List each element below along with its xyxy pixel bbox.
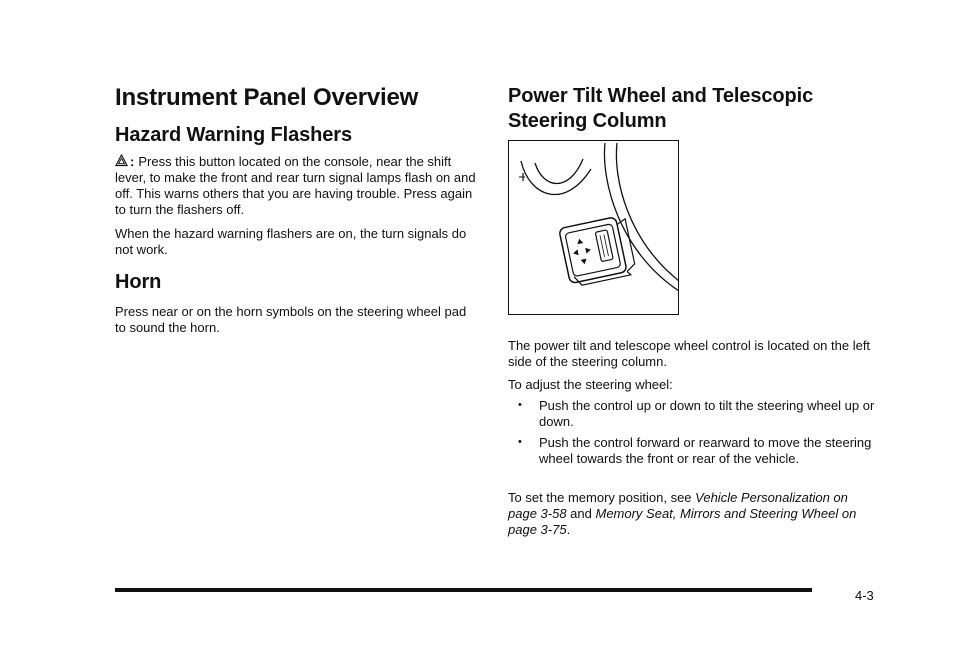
memory-and: and: [566, 506, 596, 521]
list-item: [508, 435, 878, 467]
hazard-triangle-icon: [115, 154, 128, 167]
memory-text: To set the memory position, see: [508, 490, 696, 505]
bullet-text: Push the control forward or rearward to move the steering wheel towards the front or rear of the vehicle.: [539, 435, 872, 466]
footer-rule: [115, 588, 812, 592]
memory-seat-link[interactable]: Memory Seat, Mirrors and Steering Wheel on page 3‑75: [508, 506, 857, 537]
memory-end: .: [566, 522, 571, 537]
tilt-location-paragraph: The power tilt and telescope wheel control is located on the left side of the steering column.: [508, 338, 871, 369]
page-title: Instrument Panel Overview: [115, 84, 419, 111]
hazard-colon: :: [130, 154, 135, 169]
hazard-paragraph: [115, 154, 477, 218]
page-number: 4-3: [855, 588, 874, 603]
steering-control-figure: [508, 140, 679, 315]
hazard-text: Press this button located on the console, near the shift lever, to make the front and rear turn signal lamps flash on and off. This warns others that you are having trouble. Press again to turn the flashers off.: [115, 154, 476, 217]
horn-paragraph: Press near or on the horn symbols on the steering wheel pad to sound the horn.: [115, 304, 467, 335]
list-item: [508, 398, 878, 430]
hazard-heading: Hazard Warning Flashers: [115, 124, 353, 146]
steering-control-illustration: [509, 141, 679, 315]
tilt-heading: Power Tilt Wheel and Telescopic Steering Column: [508, 85, 814, 132]
tilt-adjust-intro: To adjust the steering wheel:: [508, 377, 673, 392]
bullet-icon: •: [518, 436, 522, 448]
hazard-note: When the hazard warning flashers are on, the turn signals do not work.: [115, 226, 467, 257]
bullet-icon: •: [518, 399, 522, 411]
vehicle-personalization-link[interactable]: Vehicle Personalization on page 3‑58: [508, 490, 848, 521]
horn-heading: Horn: [115, 271, 162, 293]
memory-position-paragraph: [508, 490, 878, 538]
bullet-text: Push the control up or down to tilt the steering wheel up or down.: [539, 398, 875, 429]
tilt-bullet-list: [508, 398, 878, 472]
